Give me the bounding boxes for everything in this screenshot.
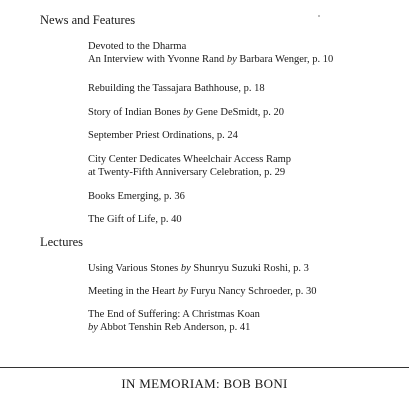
toc-entry[interactable] xyxy=(88,129,238,142)
entry-title: Story of Indian Bones by Gene DeSmidt, p. 20 xyxy=(88,107,284,118)
section-heading-news-features: News and Features xyxy=(40,13,136,27)
entry-title: The End of Suffering: A Christmas Koan xyxy=(88,309,260,320)
toc-entry[interactable] xyxy=(88,82,265,95)
entry-title: The Gift of Life, p. 40 xyxy=(88,214,182,225)
toc-entry[interactable] xyxy=(88,262,309,275)
toc-entry[interactable] xyxy=(88,40,333,66)
scan-speck xyxy=(318,15,320,17)
divider-rule xyxy=(0,367,409,368)
entry-title: Rebuilding the Tassajara Bathhouse, p. 18 xyxy=(88,83,265,94)
entry-title: Books Emerging, p. 36 xyxy=(88,191,185,202)
entry-title: Devoted to the Dharma xyxy=(88,41,187,52)
toc-entry[interactable] xyxy=(88,106,284,119)
entry-title: Using Various Stones by Shunryu Suzuki Roshi, p. 3 xyxy=(88,263,309,274)
toc-entry[interactable] xyxy=(88,213,182,226)
section-heading-lectures: Lectures xyxy=(40,235,84,249)
entry-title: City Center Dedicates Wheelchair Access Ramp xyxy=(88,154,292,165)
entry-subtitle: An Interview with Yvonne Rand by Barbara Wenger, p. 10 xyxy=(88,54,334,65)
toc-entry[interactable] xyxy=(88,153,291,179)
entry-subtitle: by Abbot Tenshin Reb Anderson, p. 41 xyxy=(88,322,251,333)
entry-title: September Priest Ordinations, p. 24 xyxy=(88,130,238,141)
toc-entry[interactable] xyxy=(88,190,185,203)
toc-entry[interactable] xyxy=(88,308,260,334)
memoriam-heading: IN MEMORIAM: BOB BONI xyxy=(121,376,288,391)
entry-title: Meeting in the Heart by Furyu Nancy Schroeder, p. 30 xyxy=(88,286,317,297)
entry-subtitle: at Twenty-Fifth Anniversary Celebration, p. 29 xyxy=(88,167,286,178)
toc-entry[interactable] xyxy=(88,285,317,298)
